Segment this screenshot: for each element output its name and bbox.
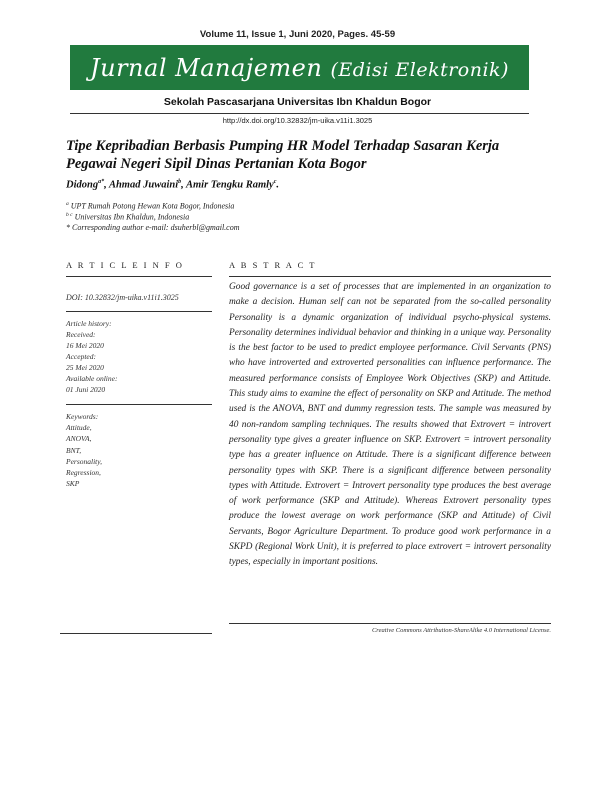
affiliation-text: UPT Rumah Potong Hewan Kota Bogor, Indonesia — [70, 201, 235, 211]
author-sup: b — [178, 179, 182, 185]
affiliation — [66, 223, 240, 232]
abstract-rule — [229, 276, 551, 277]
keyword-item: Regression, — [66, 468, 101, 478]
article-doi: DOI: 10.32832/jm-uika.v11i1.3025 — [66, 293, 179, 302]
history-line: Accepted: — [66, 352, 96, 361]
author-list: Didong$^{a*}$, Ahmad Juwaini$^b$, Amir Tengku Ramly$^c$. — [66, 179, 280, 191]
keyword-item: BNT, — [66, 445, 82, 455]
affiliation-sup: b c — [66, 212, 73, 218]
article-history — [66, 318, 117, 395]
affiliation-sup: * — [66, 223, 70, 232]
abstract-heading: A B S T R A C T — [229, 260, 317, 270]
author-name: Ahmad Juwaini — [108, 179, 179, 191]
history-rule — [66, 404, 212, 405]
history-line: 01 Juni 2020 — [66, 385, 106, 394]
history-line: 25 Mei 2020 — [66, 363, 104, 372]
history-line: Available online: — [66, 374, 118, 383]
author-sup: a* — [98, 179, 105, 185]
article-info-heading: A R T I C L E I N F O — [66, 260, 184, 270]
article-info-rule — [66, 276, 212, 277]
keyword-item: Personality, — [66, 456, 103, 466]
article-title: Tipe Kepribadian Berbasis Pumping HR Model Terhadap Sasaran Kerja Pegawai Negeri Sipil Dinas Pertanian Kota Bogor — [66, 138, 500, 172]
journal-logo-text — [90, 54, 509, 82]
history-line: Article history: — [66, 319, 112, 328]
affiliation-sup: a — [66, 201, 69, 207]
keyword-list — [66, 411, 102, 489]
info-bottom-rule — [60, 633, 212, 634]
history-line: 16 Mei 2020 — [66, 341, 104, 350]
doi-link[interactable]: http://dx.doi.org/10.32832/jm-uika.v11i1.3025 — [222, 116, 373, 125]
history-line: Received: — [66, 330, 96, 339]
affiliation-text: Universitas Ibn Khaldun, Indonesia — [74, 212, 190, 222]
author-sup: c — [273, 179, 277, 185]
affiliation-text: Corresponding author e-mail: dsuherbl@gmail.com — [72, 223, 240, 232]
institution-name: Sekolah Pascasarjana Universitas Ibn Khaldun Bogor — [163, 96, 432, 108]
keyword-item: Attitude, — [66, 423, 92, 433]
author-name: Didong — [66, 179, 99, 191]
journal-subtitle: (Edisi Elektronik) — [330, 58, 509, 81]
keyword-item: Keywords: — [66, 412, 99, 421]
abstract-text: Good governance is a set of processes that are implemented in an organization to make a decision. Human self can not be separated from the so-called personality Personality is a dynamic organization of individual psycho-physical systems. Personality determines individual behavior and thinking in a unique way. Personality is the best factor to be used to predict employee performance. Civil Servants (PNS) who have introverted and extroverted personalities can influence performance. The measured performance consists of Employee Work Objectives (SKP) and Attitude. This study aims to examine the effect of personality on SKP and Attitude. The method used is the ANOVA, BNT and dummy regression tests. The sample was measured by 40 non-random sampling techniques. The results showed that Extrovert = introvert personality type gives a greater influence on SKP. Extrovert = introvert personality type has a greater influence on Attitude. There is a significant difference between personality types with SKP. There is a significant difference between personality types with Attitude. Extrovert = Introvert personality type produces the best average of work performance (SKP and Attitude). Whereas Extrovert personality types produce the lowest average on work performance (SKP and Attitude) of Civil Servants, Bogor Agriculture Department. To produce good work performance in a SKPD (Regional Work Unit), it is preferred to place extrovert = introvert personality types, especially in important positions. — [229, 282, 551, 568]
keyword-item: SKP — [66, 479, 80, 489]
journal-title: Jurnal Manajemen — [90, 53, 323, 82]
affiliation — [66, 201, 234, 211]
doi-rule — [66, 311, 212, 312]
license-notice[interactable]: Creative Commons Attribution-ShareAlike 4.0 International License. — [371, 627, 551, 634]
header-divider — [70, 113, 529, 114]
volume-info: Volume 11, Issue 1, Juni 2020, Pages. 45-59 — [199, 29, 396, 40]
author-name: Amir Tengku Ramly — [186, 179, 274, 191]
keyword-item: ANOVA, — [66, 434, 92, 444]
abstract-bottom-rule — [229, 623, 551, 624]
journal-banner — [70, 45, 529, 90]
affiliation — [66, 212, 189, 222]
